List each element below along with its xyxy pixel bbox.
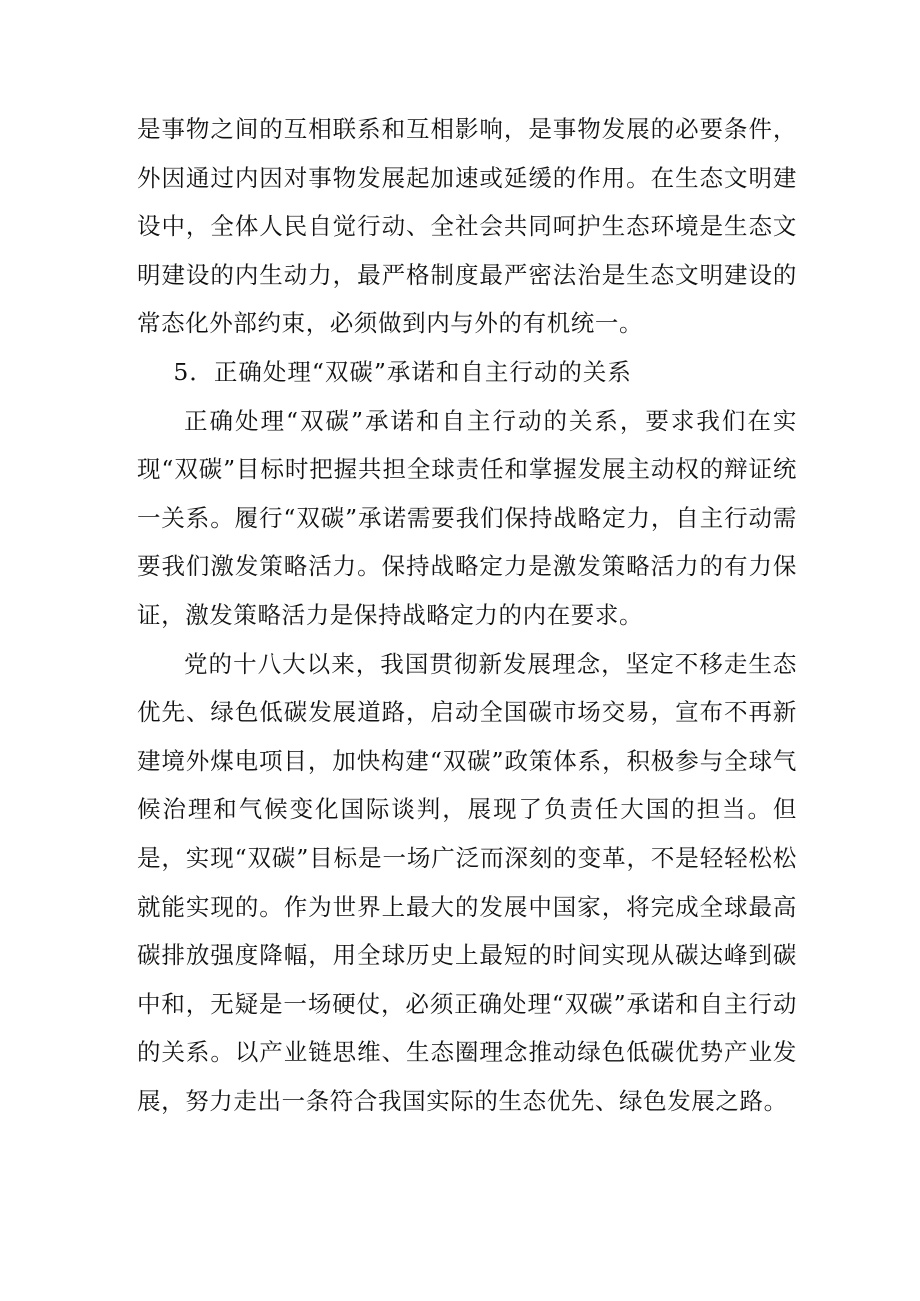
paragraph-body: 正确处理“双碳”承诺和自主行动的关系，要求我们在实现“双碳”目标时把握共担全球责任和掌握发展主动权的辩证统一关系。履行“双碳”承诺需要我们保持战略定力，自主行动需要我们激发策略活力。保持战略定力是激发策略活力的有力保证，激发策略活力是保持战略定力的内在要求。 bbox=[137, 406, 797, 629]
section-heading: 5．正确处理“双碳”承诺和自主行动的关系 bbox=[173, 357, 632, 386]
paragraph-body: 党的十八大以来，我国贯彻新发展理念，坚定不移走生态优先、绿色低碳发展道路，启动全国碳市场交易，宣布不再新建境外煤电项目，加快构建“双碳”政策体系，积极参与全球气候治理和气候变化国际谈判，展现了负责任大国的担当。但是，实现“双碳”目标是一场广泛而深刻的变革，不是轻轻松松就能实现的。作为世界上最大的发展中国家，将完成全球最高碳排放强度降幅，用全球历史上最短的时间实现从碳达峰到碳中和，无疑是一场硬仗，必须正确处理“双碳”承诺和自主行动的关系。以产业链思维、生态圈理念推动绿色低碳优势产业发展，努力走出一条符合我国实际的生态优先、绿色发展之路。 bbox=[137, 649, 797, 1115]
paragraph-continuation: 是事物之间的互相联系和互相影响，是事物发展的必要条件，外因通过内因对事物发展起加速或延缓的作用。在生态文明建设中，全体人民自觉行动、全社会共同呵护生态环境是生态文明建设的内生动力，最严格制度最严密法治是生态文明建设的常态化外部约束，必须做到内与外的有机统一。 bbox=[137, 115, 797, 338]
document-body bbox=[137, 105, 797, 1125]
